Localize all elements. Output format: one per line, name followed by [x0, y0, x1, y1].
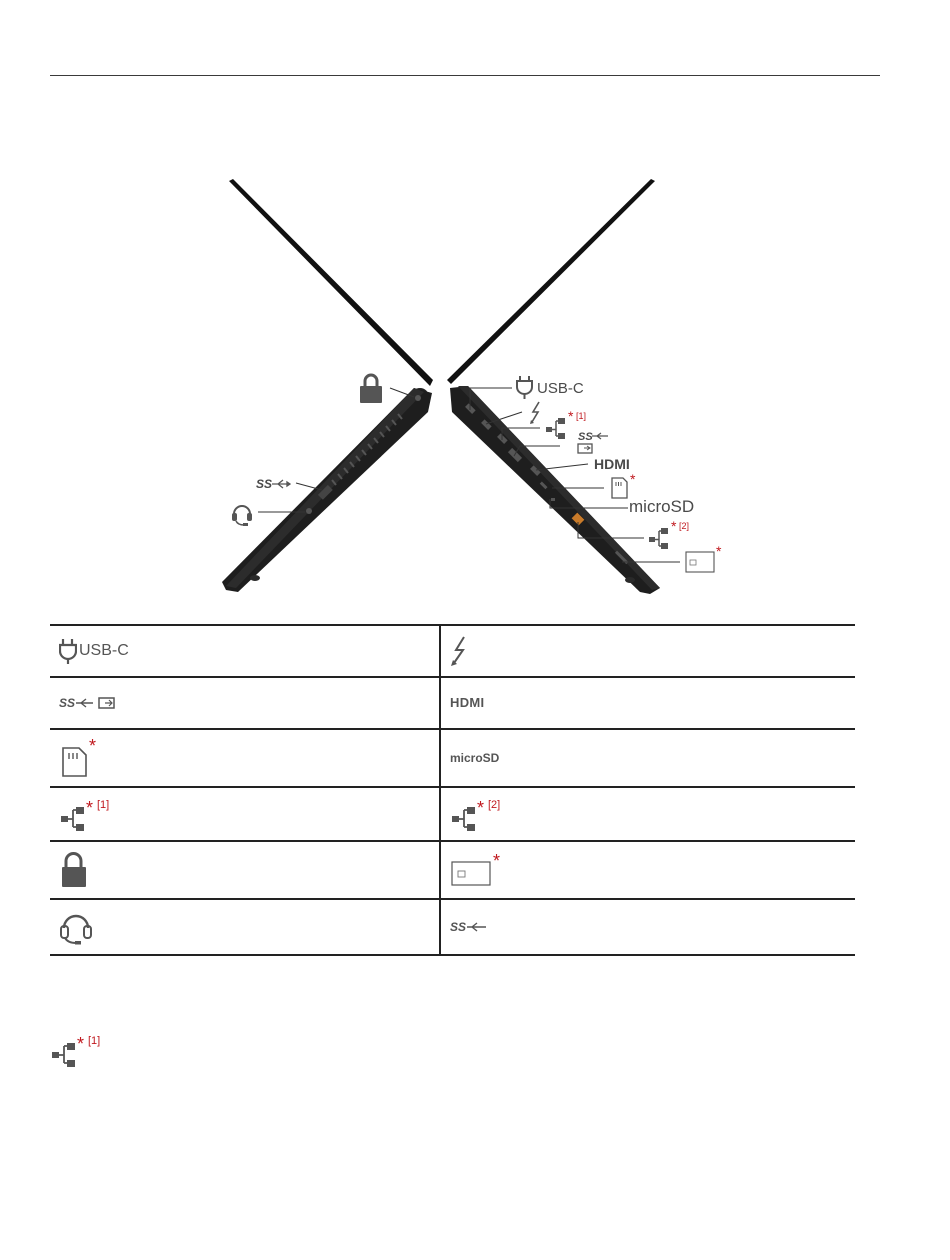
table-cell — [440, 841, 855, 899]
lock-icon — [59, 851, 89, 889]
footnote-1-label: [1] — [97, 799, 110, 811]
table-cell — [440, 787, 855, 841]
sd-card-icon — [612, 478, 627, 498]
table-cell — [440, 677, 855, 729]
footnote-2-label: [2] — [679, 521, 690, 531]
ethernet-icon — [649, 528, 668, 549]
table-cell — [50, 841, 440, 899]
usb-ss-label: SS — [256, 477, 273, 491]
usb-ss-icon — [450, 919, 492, 935]
port-legend-table — [50, 624, 855, 956]
microsd-label: microSD — [629, 497, 695, 516]
asterisk: * — [86, 798, 94, 818]
hdmi-label: HDMI — [594, 456, 630, 472]
footnote-2-label: [2] — [488, 799, 501, 811]
right-laptop-lid — [447, 179, 655, 384]
usbc-label: USB-C — [537, 380, 584, 397]
ethernet-icon — [546, 418, 565, 439]
svg-text:SS: SS — [59, 696, 76, 710]
asterisk: * — [477, 798, 485, 818]
table-row — [50, 625, 855, 677]
headset-icon — [59, 909, 93, 945]
table-row — [50, 899, 855, 955]
asterisk: * — [671, 518, 677, 534]
left-laptop-lid — [229, 179, 433, 386]
table-cell — [50, 899, 440, 955]
table-cell — [440, 625, 855, 677]
ethernet-icon — [50, 1030, 120, 1070]
usb-ss-display-icon — [59, 695, 121, 711]
thunderbolt-icon — [450, 635, 470, 667]
table-cell — [440, 899, 855, 955]
usb-ss-display-icon — [578, 431, 608, 453]
asterisk: * — [77, 1034, 85, 1054]
footnote-1-label: [1] — [88, 1035, 101, 1047]
sd-card-icon — [59, 738, 107, 778]
headset-icon — [232, 506, 252, 526]
thunderbolt-icon — [530, 402, 539, 424]
usb-ss-icon — [256, 477, 290, 491]
laptop-side-views-figure — [0, 0, 950, 620]
table-cell — [50, 677, 440, 729]
asterisk: * — [630, 471, 636, 487]
usbc-text: USB-C — [79, 642, 129, 659]
ethernet-icon — [450, 794, 520, 834]
asterisk: * — [716, 543, 722, 559]
footnote-1-label: [1] — [576, 411, 587, 421]
left-laptop-illustration — [222, 179, 433, 592]
table-cell — [50, 729, 440, 787]
asterisk: * — [493, 852, 501, 871]
hdmi-text: HDMI — [450, 695, 485, 710]
table-cell — [50, 625, 440, 677]
table-cell — [50, 787, 440, 841]
smart-card-icon — [686, 552, 714, 572]
power-plug-icon — [517, 376, 532, 399]
table-row — [50, 677, 855, 729]
asterisk: * — [89, 738, 97, 756]
table-cell — [440, 729, 855, 787]
power-plug-icon — [59, 638, 77, 664]
table-row — [50, 729, 855, 787]
lock-icon — [360, 375, 382, 403]
table-row — [50, 787, 855, 841]
svg-text:SS: SS — [578, 431, 593, 443]
ethernet-icon — [59, 794, 129, 834]
footnote-1 — [50, 1030, 120, 1075]
svg-text:SS: SS — [450, 920, 467, 934]
asterisk: * — [568, 408, 574, 424]
smart-card-icon — [450, 852, 510, 888]
microsd-text: microSD — [450, 751, 500, 765]
table-row — [50, 841, 855, 899]
